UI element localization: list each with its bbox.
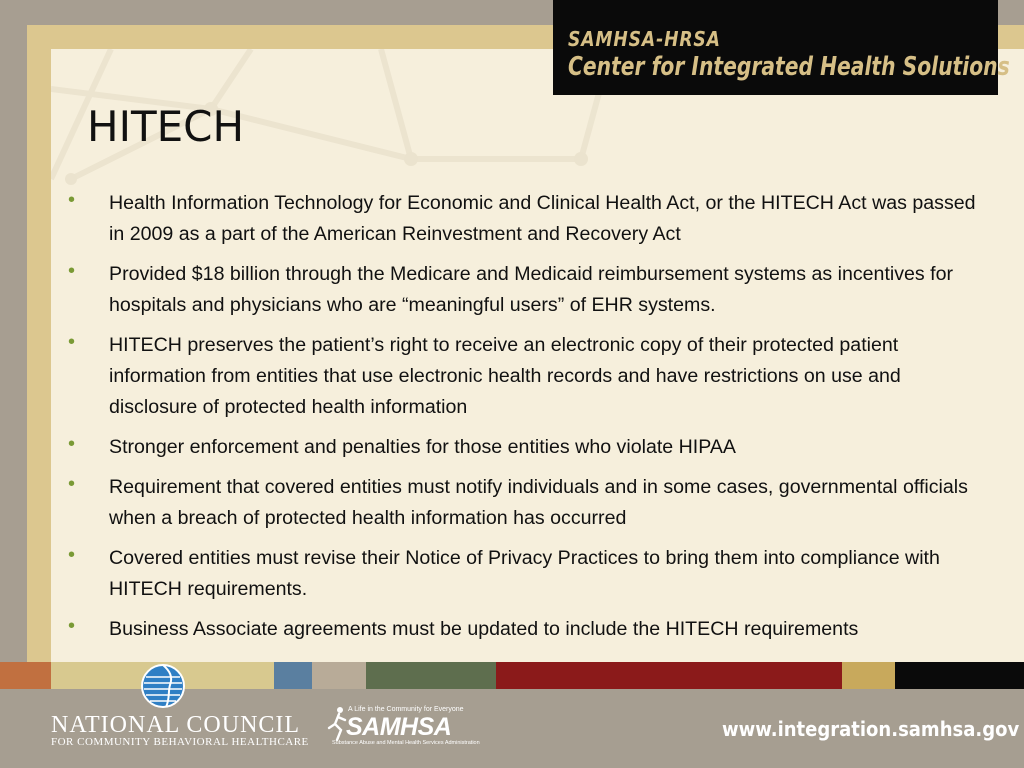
bullet-text: Provided $18 billion through the Medicare and Medicaid reimbursement systems as incentives for hospitals and physicians who are “meaningful users” of EHR systems.	[109, 263, 954, 316]
samhsa-name: SAMHSA	[346, 713, 452, 741]
profile-head-globe-icon	[140, 663, 186, 709]
bullet-marker: •	[68, 189, 76, 211]
bullet-text: Requirement that covered entities must notify individuals and in some cases, governmental officials when a breach of protected health information has occurred	[109, 476, 968, 529]
stripe-8	[895, 662, 1024, 689]
bullet-marker: •	[68, 260, 76, 282]
national-council-subtitle: FOR COMMUNITY BEHAVIORAL HEALTHCARE	[51, 736, 309, 748]
bullet-marker: •	[68, 433, 76, 455]
bullet-item	[0, 259, 989, 321]
website-url[interactable]: www.integration.samhsa.gov	[722, 717, 1020, 741]
bullet-list	[0, 188, 989, 654]
stripe-4	[312, 662, 366, 689]
bullet-item	[0, 188, 989, 250]
stripe-3	[274, 662, 312, 689]
slide-title: HITECH	[87, 102, 245, 151]
bullet-item	[0, 432, 989, 463]
bullet-marker: •	[68, 331, 76, 353]
bullet-item	[0, 614, 989, 645]
stripe-7	[842, 662, 895, 689]
bullet-item	[0, 543, 989, 605]
bullet-text: Health Information Technology for Economic and Clinical Health Act, or the HITECH Act was passed in 2009 as a part of the American Reinvestment and Recovery Act	[109, 192, 976, 245]
bullet-marker: •	[68, 615, 76, 637]
header-center-name: Center for Integrated Health Solutions	[568, 52, 1010, 82]
stripe-1	[0, 662, 51, 689]
bullet-item	[0, 330, 989, 423]
national-council-name: NATIONAL COUNCIL	[51, 712, 301, 738]
bullet-text: Covered entities must revise their Notice of Privacy Practices to bring them into compliance with HITECH requirements.	[109, 547, 940, 600]
samhsa-subtitle: Substance Abuse and Mental Health Services Administration	[332, 740, 480, 746]
bullet-text: Business Associate agreements must be updated to include the HITECH requirements	[109, 618, 859, 640]
bullet-item	[0, 472, 989, 534]
header-org-name: SAMHSA-HRSA	[568, 27, 721, 51]
bullet-text: HITECH preserves the patient’s right to receive an electronic copy of their protected patient information from entities that use electronic health records and have restrictions on use and disclosure of protected health information	[109, 334, 901, 418]
stripe-6	[496, 662, 842, 689]
bullet-marker: •	[68, 544, 76, 566]
bullet-marker: •	[68, 473, 76, 495]
stripe-5	[366, 662, 496, 689]
samhsa-tagline: A Life in the Community for Everyone	[348, 706, 464, 713]
bullet-text: Stronger enforcement and penalties for those entities who violate HIPAA	[109, 436, 736, 458]
